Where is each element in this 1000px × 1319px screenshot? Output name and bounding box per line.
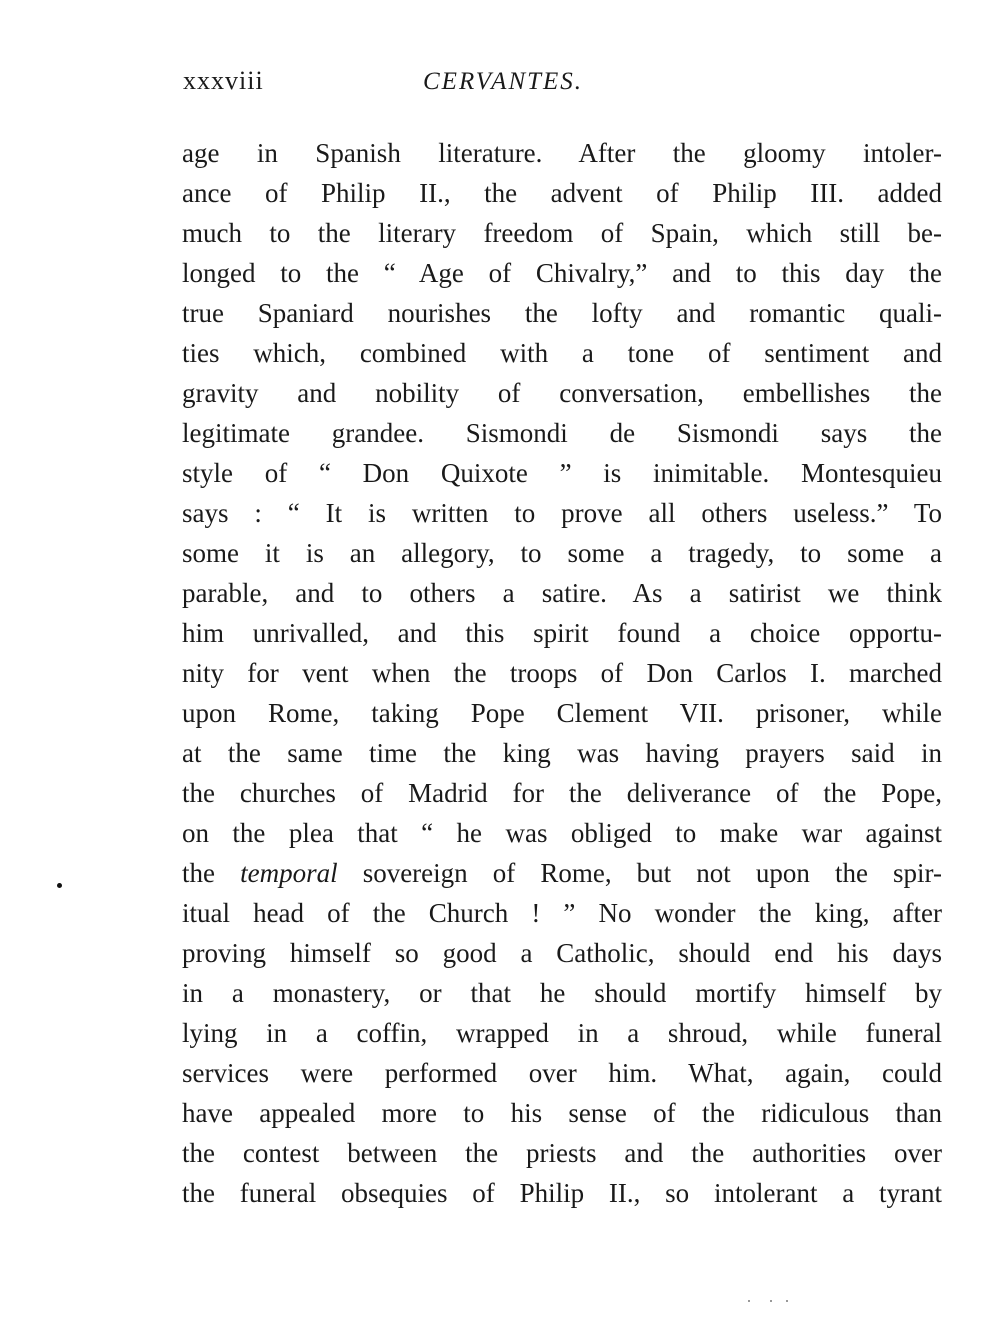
text-line: ties which, combined with a tone of sentiment and <box>182 338 942 368</box>
scan-specks <box>748 1298 808 1304</box>
text-line: style of “ Don Quixote ” is inimitable. Montesquieu <box>182 458 942 488</box>
text-line: the churches of Madrid for the deliverance of the Pope, <box>182 778 942 808</box>
text-line: true Spaniard nourishes the lofty and romantic quali- <box>182 298 942 328</box>
text-line: nity for vent when the troops of Don Carlos I. marched <box>182 658 942 688</box>
text-line: the contest between the priests and the authorities over <box>182 1138 942 1168</box>
text-line: gravity and nobility of conversation, embellishes the <box>182 378 942 408</box>
text-line: says : “ It is written to prove all others useless.” To <box>182 498 942 528</box>
text-line-with-italic <box>182 853 942 893</box>
text-line: in a monastery, or that he should mortify himself by <box>182 978 942 1008</box>
text-line: upon Rome, taking Pope Clement VII. prisoner, while <box>182 698 942 728</box>
text-line: some it is an allegory, to some a tragedy, to some a <box>182 538 942 568</box>
text-line: legitimate grandee. Sismondi de Sismondi says the <box>182 418 942 448</box>
speck <box>748 1300 750 1302</box>
text-line: him unrivalled, and this spirit found a choice opportu- <box>182 618 942 648</box>
text-line: longed to the “ Age of Chivalry,” and to this day the <box>182 258 942 288</box>
text-line: services were performed over him. What, again, could <box>182 1058 942 1088</box>
text-line: the funeral obsequies of Philip II., so intolerant a tyrant <box>182 1178 942 1208</box>
line-segment: sovereign of Rome, but not upon the spir- <box>337 858 942 888</box>
text-line: have appealed more to his sense of the ridiculous than <box>182 1098 942 1128</box>
stray-ink-mark <box>57 883 62 888</box>
text-line: on the plea that “ he was obliged to make war against <box>182 818 942 848</box>
page-header <box>183 62 943 102</box>
italic-word: temporal <box>240 858 338 888</box>
text-line: much to the literary freedom of Spain, which still be- <box>182 218 942 248</box>
text-line: at the same time the king was having prayers said in <box>182 738 942 768</box>
text-line: age in Spanish literature. After the gloomy intoler- <box>182 138 942 168</box>
text-line: itual head of the Church ! ” No wonder the king, after <box>182 898 942 928</box>
text-line: ance of Philip II., the advent of Philip III. added <box>182 178 942 208</box>
text-line: proving himself so good a Catholic, should end his days <box>182 938 942 968</box>
text-line: parable, and to others a satire. As a satirist we think <box>182 578 942 608</box>
page-number: xxxviii <box>183 66 264 95</box>
running-title: CERVANTES. <box>423 68 584 95</box>
speck <box>786 1300 788 1302</box>
line-segment: the <box>182 858 241 888</box>
speck <box>770 1300 772 1302</box>
text-line: lying in a coffin, wrapped in a shroud, while funeral <box>182 1018 942 1048</box>
body-text <box>182 133 942 1213</box>
